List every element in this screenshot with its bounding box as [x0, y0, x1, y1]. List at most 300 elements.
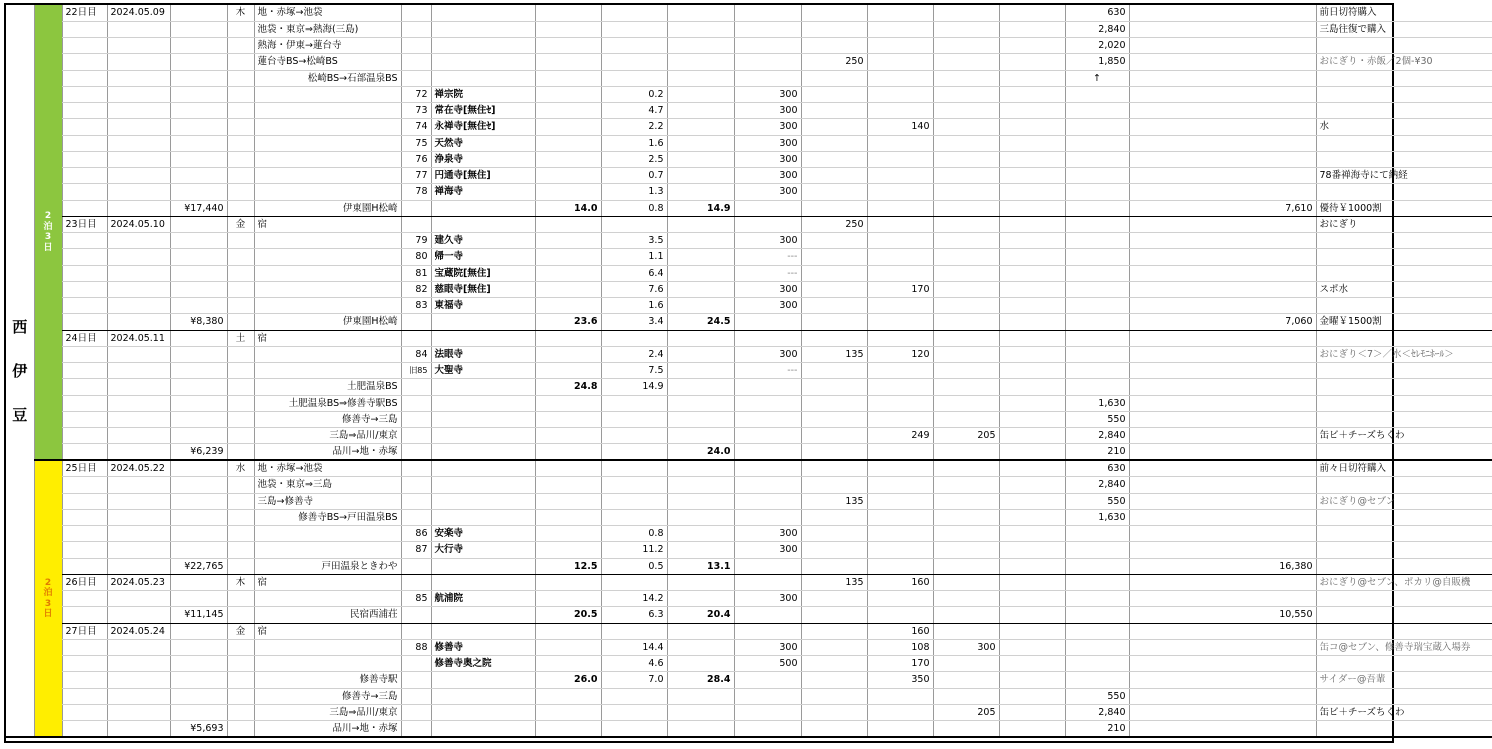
- cell-food: 135: [801, 346, 867, 362]
- table-row: [6, 363, 1492, 379]
- cell-lodging-cost: [170, 281, 227, 297]
- cell-drink: [867, 330, 933, 346]
- cell-offering: [734, 5, 801, 21]
- cell-note: 三島往復で購入: [1316, 21, 1492, 37]
- cell-day-km: [667, 428, 734, 444]
- table-row: [6, 411, 1492, 427]
- table-row: [6, 346, 1492, 362]
- cell-temple-name: 帰一寺: [431, 249, 535, 265]
- table-row: [6, 688, 1492, 704]
- cell-day: [62, 704, 107, 720]
- cell-lodging-cost: ¥22,765: [170, 558, 227, 574]
- cell-drink: 170: [867, 656, 933, 672]
- cell-weekday: 水: [227, 460, 254, 477]
- stay-char: 日: [43, 609, 53, 620]
- cell-date: [107, 558, 170, 574]
- cell-walk-km: 0.5: [601, 558, 667, 574]
- cell-drink: [867, 477, 933, 493]
- cell-day-km: [667, 298, 734, 314]
- cell-day: [62, 298, 107, 314]
- cell-offering: 300: [734, 135, 801, 151]
- table-row: [6, 298, 1492, 314]
- cell-food: [801, 249, 867, 265]
- cell-misc: [933, 249, 999, 265]
- cell-day: [62, 509, 107, 525]
- cell-drink: [867, 704, 933, 720]
- table-row: [6, 672, 1492, 688]
- cell-food: [801, 721, 867, 738]
- cell-lodging: [1129, 704, 1316, 720]
- cell-note: [1316, 330, 1492, 346]
- cell-walk-km: 1.6: [601, 135, 667, 151]
- cell-transport: 210: [1065, 444, 1129, 461]
- cell-day: [62, 265, 107, 281]
- cell-walk-km: [601, 38, 667, 54]
- cell-temple-name: [431, 672, 535, 688]
- cell-temple-no: 73: [401, 103, 431, 119]
- cell-transport: ↑: [1065, 70, 1129, 86]
- cell-misc: [933, 542, 999, 558]
- stay-char: 2: [44, 211, 52, 222]
- cell-route: 地・赤塚→池袋: [254, 460, 401, 477]
- cell-transport: 1,630: [1065, 509, 1129, 525]
- cell-day-km: [667, 477, 734, 493]
- cell-food: [801, 330, 867, 346]
- cell-lodging: [1129, 574, 1316, 590]
- cell-food: [801, 135, 867, 151]
- cell-segment-km: [535, 477, 601, 493]
- cell-drink: [867, 135, 933, 151]
- cell-food: [801, 103, 867, 119]
- cell-walk-km: [601, 688, 667, 704]
- cell-route: [254, 639, 401, 655]
- cell-transport: [1065, 639, 1129, 655]
- cell-segment-km: [535, 444, 601, 461]
- table-row: [6, 281, 1492, 297]
- cell-misc: [933, 477, 999, 493]
- cell-misc: [933, 5, 999, 21]
- cell-walk-km: [601, 411, 667, 427]
- cell-day: [62, 135, 107, 151]
- cell-weekday: [227, 298, 254, 314]
- table-row: [6, 607, 1492, 623]
- cell-segment-km: [535, 542, 601, 558]
- cell-misc2: [999, 151, 1065, 167]
- cell-segment-km: [535, 119, 601, 135]
- cell-lodging: [1129, 411, 1316, 427]
- cell-food: [801, 591, 867, 607]
- cell-misc2: [999, 168, 1065, 184]
- cell-lodging-cost: [170, 38, 227, 54]
- cell-temple-name: [431, 70, 535, 86]
- cell-transport: [1065, 168, 1129, 184]
- cell-lodging-cost: [170, 5, 227, 21]
- cell-note: スポ水: [1316, 281, 1492, 297]
- cell-note: [1316, 363, 1492, 379]
- cell-lodging: [1129, 5, 1316, 21]
- cell-weekday: [227, 526, 254, 542]
- cell-transport: [1065, 542, 1129, 558]
- cell-temple-name: [431, 688, 535, 704]
- cell-route: 修善寺BS→戸田温泉BS: [254, 509, 401, 525]
- cell-day: [62, 477, 107, 493]
- cell-temple-no: [401, 704, 431, 720]
- cell-transport: [1065, 216, 1129, 232]
- cell-offering: [734, 395, 801, 411]
- cell-misc: [933, 672, 999, 688]
- cell-temple-name: [431, 5, 535, 21]
- cell-day: [62, 151, 107, 167]
- cell-misc2: [999, 639, 1065, 655]
- cell-walk-km: [601, 493, 667, 509]
- cell-lodging: [1129, 542, 1316, 558]
- cell-day-km: [667, 249, 734, 265]
- cell-day-km: [667, 38, 734, 54]
- cell-offering: 300: [734, 526, 801, 542]
- cell-day-km: [667, 704, 734, 720]
- cell-misc2: [999, 135, 1065, 151]
- cell-temple-no: [401, 38, 431, 54]
- cell-route: 池袋・東京⇒三島: [254, 477, 401, 493]
- cell-weekday: [227, 151, 254, 167]
- cell-transport: [1065, 249, 1129, 265]
- cell-day-km: [667, 103, 734, 119]
- cell-drink: [867, 38, 933, 54]
- cell-segment-km: [535, 704, 601, 720]
- cell-drink: 249: [867, 428, 933, 444]
- cell-temple-name: [431, 428, 535, 444]
- cell-drink: [867, 5, 933, 21]
- cell-walk-km: 2.4: [601, 346, 667, 362]
- cell-day: 23日目: [62, 216, 107, 232]
- cell-note: [1316, 444, 1492, 461]
- cell-temple-no: 72: [401, 86, 431, 102]
- cell-weekday: 金: [227, 216, 254, 232]
- cell-transport: 2,840: [1065, 21, 1129, 37]
- cell-route: 土肥温泉BS: [254, 379, 401, 395]
- cell-weekday: [227, 184, 254, 200]
- cell-transport: [1065, 265, 1129, 281]
- cell-day: [62, 103, 107, 119]
- cell-drink: [867, 200, 933, 216]
- cell-food: [801, 363, 867, 379]
- cell-temple-name: [431, 216, 535, 232]
- cell-temple-no: [401, 395, 431, 411]
- cell-drink: [867, 607, 933, 623]
- cell-route: [254, 542, 401, 558]
- cell-lodging-cost: ¥6,239: [170, 444, 227, 461]
- cell-drink: [867, 314, 933, 330]
- cell-transport: [1065, 526, 1129, 542]
- cell-note: [1316, 607, 1492, 623]
- cell-lodging: [1129, 21, 1316, 37]
- cell-route: 三島⇒品川/東京: [254, 428, 401, 444]
- cell-walk-km: 14.9: [601, 379, 667, 395]
- cell-offering: ---: [734, 265, 801, 281]
- cell-food: 135: [801, 493, 867, 509]
- cell-temple-name: [431, 379, 535, 395]
- cell-day: 22日目: [62, 5, 107, 21]
- cell-lodging-cost: [170, 493, 227, 509]
- cell-walk-km: 1.6: [601, 298, 667, 314]
- cell-misc: [933, 460, 999, 477]
- cell-transport: [1065, 558, 1129, 574]
- cell-temple-no: [401, 21, 431, 37]
- cell-food: [801, 200, 867, 216]
- cell-walk-km: [601, 623, 667, 639]
- cell-lodging: [1129, 103, 1316, 119]
- cell-lodging-cost: [170, 363, 227, 379]
- cell-note: [1316, 298, 1492, 314]
- cell-lodging-cost: [170, 526, 227, 542]
- cell-offering: 300: [734, 591, 801, 607]
- cell-lodging: [1129, 330, 1316, 346]
- cell-segment-km: 20.5: [535, 607, 601, 623]
- cell-note: [1316, 151, 1492, 167]
- cell-day-km: [667, 411, 734, 427]
- cell-offering: [734, 477, 801, 493]
- cell-lodging-cost: [170, 233, 227, 249]
- cell-walk-km: 2.2: [601, 119, 667, 135]
- table-row: [6, 477, 1492, 493]
- cell-lodging-cost: [170, 379, 227, 395]
- cell-lodging-cost: [170, 574, 227, 590]
- cell-walk-km: 7.6: [601, 281, 667, 297]
- cell-temple-name: 禅宗院: [431, 86, 535, 102]
- cell-drink: [867, 509, 933, 525]
- cell-lodging-cost: [170, 395, 227, 411]
- table-row: [6, 249, 1492, 265]
- cell-offering: [734, 607, 801, 623]
- cell-segment-km: [535, 265, 601, 281]
- cell-food: [801, 509, 867, 525]
- cell-day: 24日目: [62, 330, 107, 346]
- cell-offering: [734, 688, 801, 704]
- cell-offering: 300: [734, 168, 801, 184]
- cell-day-km: [667, 184, 734, 200]
- cell-food: 250: [801, 54, 867, 70]
- cell-day-km: 24.5: [667, 314, 734, 330]
- cell-offering: [734, 509, 801, 525]
- cell-misc2: [999, 721, 1065, 738]
- cell-food: [801, 151, 867, 167]
- cell-date: 2024.05.23: [107, 574, 170, 590]
- cell-misc: [933, 86, 999, 102]
- cell-day: [62, 411, 107, 427]
- cell-weekday: [227, 607, 254, 623]
- cell-food: [801, 314, 867, 330]
- table-row: [6, 184, 1492, 200]
- cell-segment-km: [535, 216, 601, 232]
- cell-day-km: [667, 656, 734, 672]
- cell-route: 伊東園H松崎: [254, 200, 401, 216]
- cell-route: 修善寺駅: [254, 672, 401, 688]
- cell-transport: [1065, 233, 1129, 249]
- cell-weekday: [227, 346, 254, 362]
- cell-offering: [734, 558, 801, 574]
- cell-note: おにぎり＜7＞／水＜ｾﾚﾓﾆﾎｰﾙ＞: [1316, 346, 1492, 362]
- cell-lodging-cost: [170, 54, 227, 70]
- cell-lodging: 7,060: [1129, 314, 1316, 330]
- cell-segment-km: [535, 656, 601, 672]
- cell-drink: [867, 151, 933, 167]
- cell-food: [801, 526, 867, 542]
- cell-temple-name: 建久寺: [431, 233, 535, 249]
- table-row: [6, 86, 1492, 102]
- table-row: [6, 721, 1492, 738]
- cell-lodging-cost: ¥5,693: [170, 721, 227, 738]
- table-row: [6, 103, 1492, 119]
- cell-temple-no: 75: [401, 135, 431, 151]
- cell-misc: [933, 135, 999, 151]
- table-row: [6, 119, 1492, 135]
- table-row: [6, 509, 1492, 525]
- cell-weekday: [227, 54, 254, 70]
- cell-temple-name: 安楽寺: [431, 526, 535, 542]
- cell-temple-no: 旧85: [401, 363, 431, 379]
- cell-temple-no: [401, 509, 431, 525]
- cell-segment-km: [535, 151, 601, 167]
- cell-route: 戸田温泉ときわや: [254, 558, 401, 574]
- cell-route: 三島⇒品川/東京: [254, 704, 401, 720]
- cell-route: [254, 281, 401, 297]
- cell-misc2: [999, 379, 1065, 395]
- cell-day-km: [667, 395, 734, 411]
- cell-note: おにぎり@セブン: [1316, 493, 1492, 509]
- cell-temple-no: [401, 656, 431, 672]
- cell-misc: [933, 216, 999, 232]
- cell-date: [107, 379, 170, 395]
- table-row: [6, 542, 1492, 558]
- cell-temple-no: [401, 558, 431, 574]
- cell-offering: 300: [734, 103, 801, 119]
- cell-note: 78番禅海寺にて納経: [1316, 168, 1492, 184]
- table-row: [6, 639, 1492, 655]
- cell-misc2: [999, 558, 1065, 574]
- cell-route: [254, 346, 401, 362]
- cell-lodging-cost: [170, 656, 227, 672]
- cell-lodging: [1129, 363, 1316, 379]
- cell-route: [254, 526, 401, 542]
- cell-temple-no: 82: [401, 281, 431, 297]
- cell-weekday: [227, 639, 254, 655]
- cell-transport: [1065, 591, 1129, 607]
- cell-food: [801, 38, 867, 54]
- cell-day-km: [667, 21, 734, 37]
- cell-walk-km: 4.7: [601, 103, 667, 119]
- cell-route: [254, 656, 401, 672]
- cell-day: [62, 444, 107, 461]
- cell-food: [801, 21, 867, 37]
- cell-food: [801, 444, 867, 461]
- cell-lodging-cost: [170, 298, 227, 314]
- cell-lodging-cost: [170, 411, 227, 427]
- cell-route: 品川→地・赤塚: [254, 721, 401, 738]
- cell-walk-km: 6.3: [601, 607, 667, 623]
- cell-lodging: [1129, 509, 1316, 525]
- cell-misc: [933, 444, 999, 461]
- cell-food: [801, 704, 867, 720]
- cell-misc2: [999, 460, 1065, 477]
- cell-note: [1316, 542, 1492, 558]
- cell-transport: [1065, 330, 1129, 346]
- cell-walk-km: [601, 21, 667, 37]
- cell-note: おにぎり: [1316, 216, 1492, 232]
- cell-food: [801, 265, 867, 281]
- cell-walk-km: 0.8: [601, 200, 667, 216]
- cell-offering: [734, 493, 801, 509]
- cell-misc2: [999, 119, 1065, 135]
- cell-route: [254, 168, 401, 184]
- cell-offering: 300: [734, 119, 801, 135]
- cell-temple-name: 大聖寺: [431, 363, 535, 379]
- cell-food: [801, 5, 867, 21]
- cell-misc2: [999, 281, 1065, 297]
- cell-transport: [1065, 672, 1129, 688]
- cell-day-km: [667, 70, 734, 86]
- cell-day: [62, 591, 107, 607]
- cell-temple-no: 87: [401, 542, 431, 558]
- cell-date: [107, 346, 170, 362]
- cell-lodging-cost: [170, 639, 227, 655]
- cell-drink: [867, 379, 933, 395]
- cell-note: [1316, 411, 1492, 427]
- cell-food: 135: [801, 574, 867, 590]
- cell-lodging-cost: [170, 477, 227, 493]
- cell-food: 250: [801, 216, 867, 232]
- cell-offering: 500: [734, 656, 801, 672]
- cell-lodging: [1129, 688, 1316, 704]
- cell-lodging: [1129, 623, 1316, 639]
- cell-offering: 300: [734, 151, 801, 167]
- region-char: 豆: [12, 405, 28, 424]
- cell-weekday: [227, 119, 254, 135]
- cell-day: [62, 21, 107, 37]
- cell-temple-no: 86: [401, 526, 431, 542]
- cell-weekday: [227, 21, 254, 37]
- cell-temple-name: [431, 460, 535, 477]
- cell-transport: [1065, 656, 1129, 672]
- cell-date: [107, 135, 170, 151]
- cell-lodging: [1129, 216, 1316, 232]
- cell-walk-km: 3.5: [601, 233, 667, 249]
- cell-date: [107, 265, 170, 281]
- cell-walk-km: [601, 70, 667, 86]
- cell-date: [107, 151, 170, 167]
- cell-misc2: [999, 526, 1065, 542]
- cell-temple-name: [431, 509, 535, 525]
- cell-temple-no: [401, 314, 431, 330]
- cell-route: 修善寺→三島: [254, 411, 401, 427]
- cell-segment-km: [535, 249, 601, 265]
- cell-offering: [734, 38, 801, 54]
- cell-date: [107, 103, 170, 119]
- cell-misc: [933, 656, 999, 672]
- cell-day-km: [667, 281, 734, 297]
- cell-transport: [1065, 298, 1129, 314]
- cell-temple-name: 東福寺: [431, 298, 535, 314]
- cell-note: [1316, 135, 1492, 151]
- cell-drink: [867, 54, 933, 70]
- cell-misc: [933, 395, 999, 411]
- cell-segment-km: [535, 346, 601, 362]
- cell-transport: 2,020: [1065, 38, 1129, 54]
- cell-offering: 300: [734, 281, 801, 297]
- cell-offering: [734, 70, 801, 86]
- cell-misc2: [999, 493, 1065, 509]
- cell-drink: 160: [867, 623, 933, 639]
- cell-route: [254, 184, 401, 200]
